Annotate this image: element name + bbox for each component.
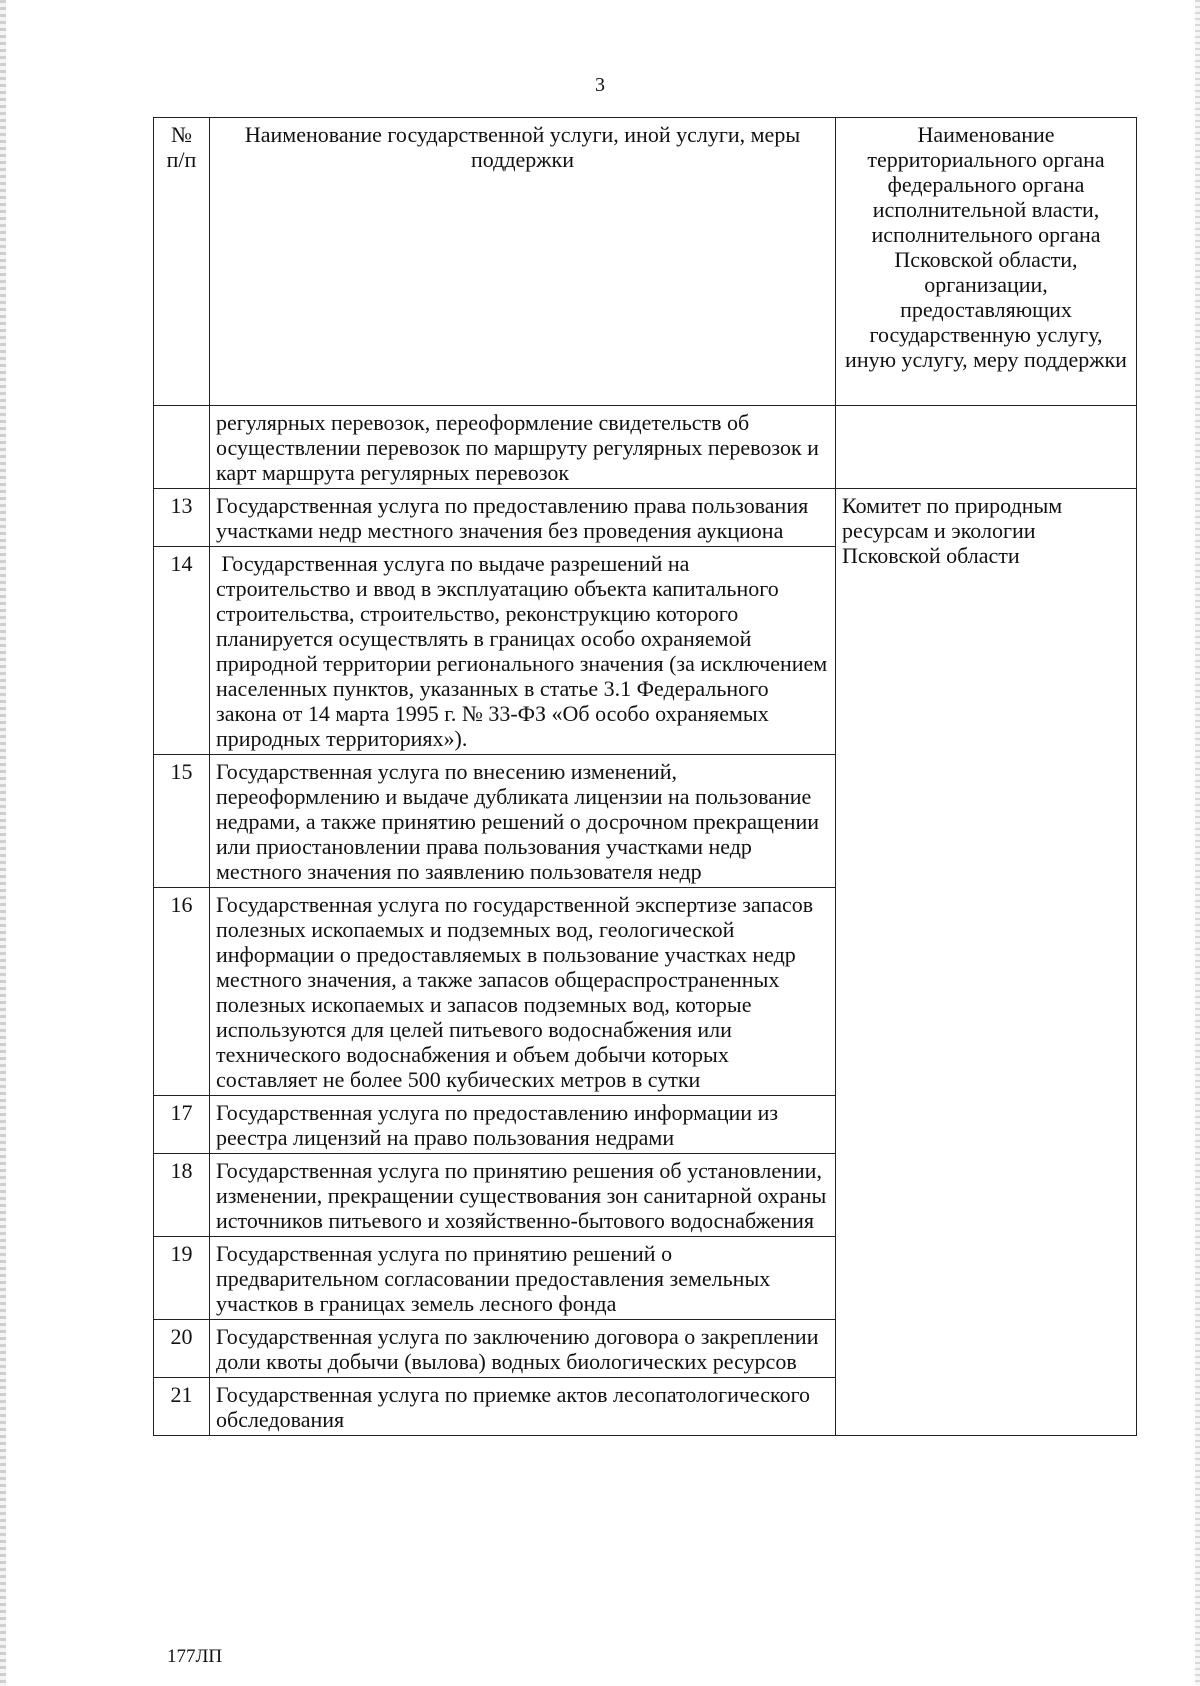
row-org-group: Комитет по природным ресурсам и экологии Псковской области — [836, 489, 1137, 1436]
header-name: Наименование государственной услуги, иной услуги, меры поддержки — [210, 118, 836, 406]
row-name: Государственная услуга по принятию решений о предварительном согласовании предоставления земельных участков в границах земель лесного фонда — [210, 1237, 836, 1320]
row-name: Государственная услуга по приемке актов лесопатологического обследования — [210, 1378, 836, 1436]
row-name: Государственная услуга по заключению договора о закреплении доли квоты добычи (вылова) водных биологических ресурсов — [210, 1320, 836, 1378]
row-name: Государственная услуга по предоставлению права пользования участками недр местного значения без проведения аукциона — [210, 489, 836, 547]
scan-edge-left — [0, 0, 6, 1686]
scan-edge-right — [1195, 0, 1200, 1686]
row-num: 19 — [154, 1237, 210, 1320]
header-org: Наименование территориального органа федерального органа исполнительной власти, исполнительного органа Псковской области, организации, предоставляющих государственную услугу, иную услугу, меру поддержки — [836, 118, 1137, 406]
header-num: № п/п — [154, 118, 210, 406]
row-num — [154, 406, 210, 489]
row-num: 14 — [154, 547, 210, 755]
table-row-continuation — [154, 406, 1137, 489]
row-num: 17 — [154, 1096, 210, 1154]
services-table — [153, 117, 1137, 1436]
document-code: 177ЛП — [167, 1646, 223, 1667]
row-name: Государственная услуга по выдаче разрешений на строительство и ввод в эксплуатацию объекта капитального строительства, строительство, реконструкцию которого планируется осуществлять в границах особо охраняемой природной территории регионального значения (за исключением населенных пунктов, указанных в статье 3.1 Федерального закона от 14 марта 1995 г. № 33-ФЗ «Об особо охраняемых природных территориях»). — [210, 547, 836, 755]
page-number: 3 — [595, 74, 605, 96]
row-num: 16 — [154, 888, 210, 1096]
row-name: регулярных перевозок, переоформление свидетельств об осуществлении перевозок по маршруту регулярных перевозок и карт маршрута регулярных перевозок — [210, 406, 836, 489]
table-header-row — [154, 118, 1137, 406]
row-num: 15 — [154, 755, 210, 888]
row-name: Государственная услуга по внесению изменений, переоформлению и выдаче дубликата лицензии на пользование недрами, а также принятию решений о досрочном прекращении или приостановлении права пользования участками недр местного значения по заявлению пользователя недр — [210, 755, 836, 888]
row-org — [836, 406, 1137, 489]
row-num: 18 — [154, 1154, 210, 1237]
row-name: Государственная услуга по принятию решения об установлении, изменении, прекращении существования зон санитарной охраны источников питьевого и хозяйственно-бытового водоснабжения — [210, 1154, 836, 1237]
row-name: Государственная услуга по государственной экспертизе запасов полезных ископаемых и подземных вод, геологической информации о предоставляемых в пользование участках недр местного значения, а также запасов общераспространенных полезных ископаемых и запасов подземных вод, которые используются для целей питьевого водоснабжения или технического водоснабжения и объем добычи которых составляет не более 500 кубических метров в сутки — [210, 888, 836, 1096]
row-name: Государственная услуга по предоставлению информации из реестра лицензий на право пользования недрами — [210, 1096, 836, 1154]
row-num: 21 — [154, 1378, 210, 1436]
table-row — [154, 489, 1137, 547]
row-num: 13 — [154, 489, 210, 547]
row-num: 20 — [154, 1320, 210, 1378]
